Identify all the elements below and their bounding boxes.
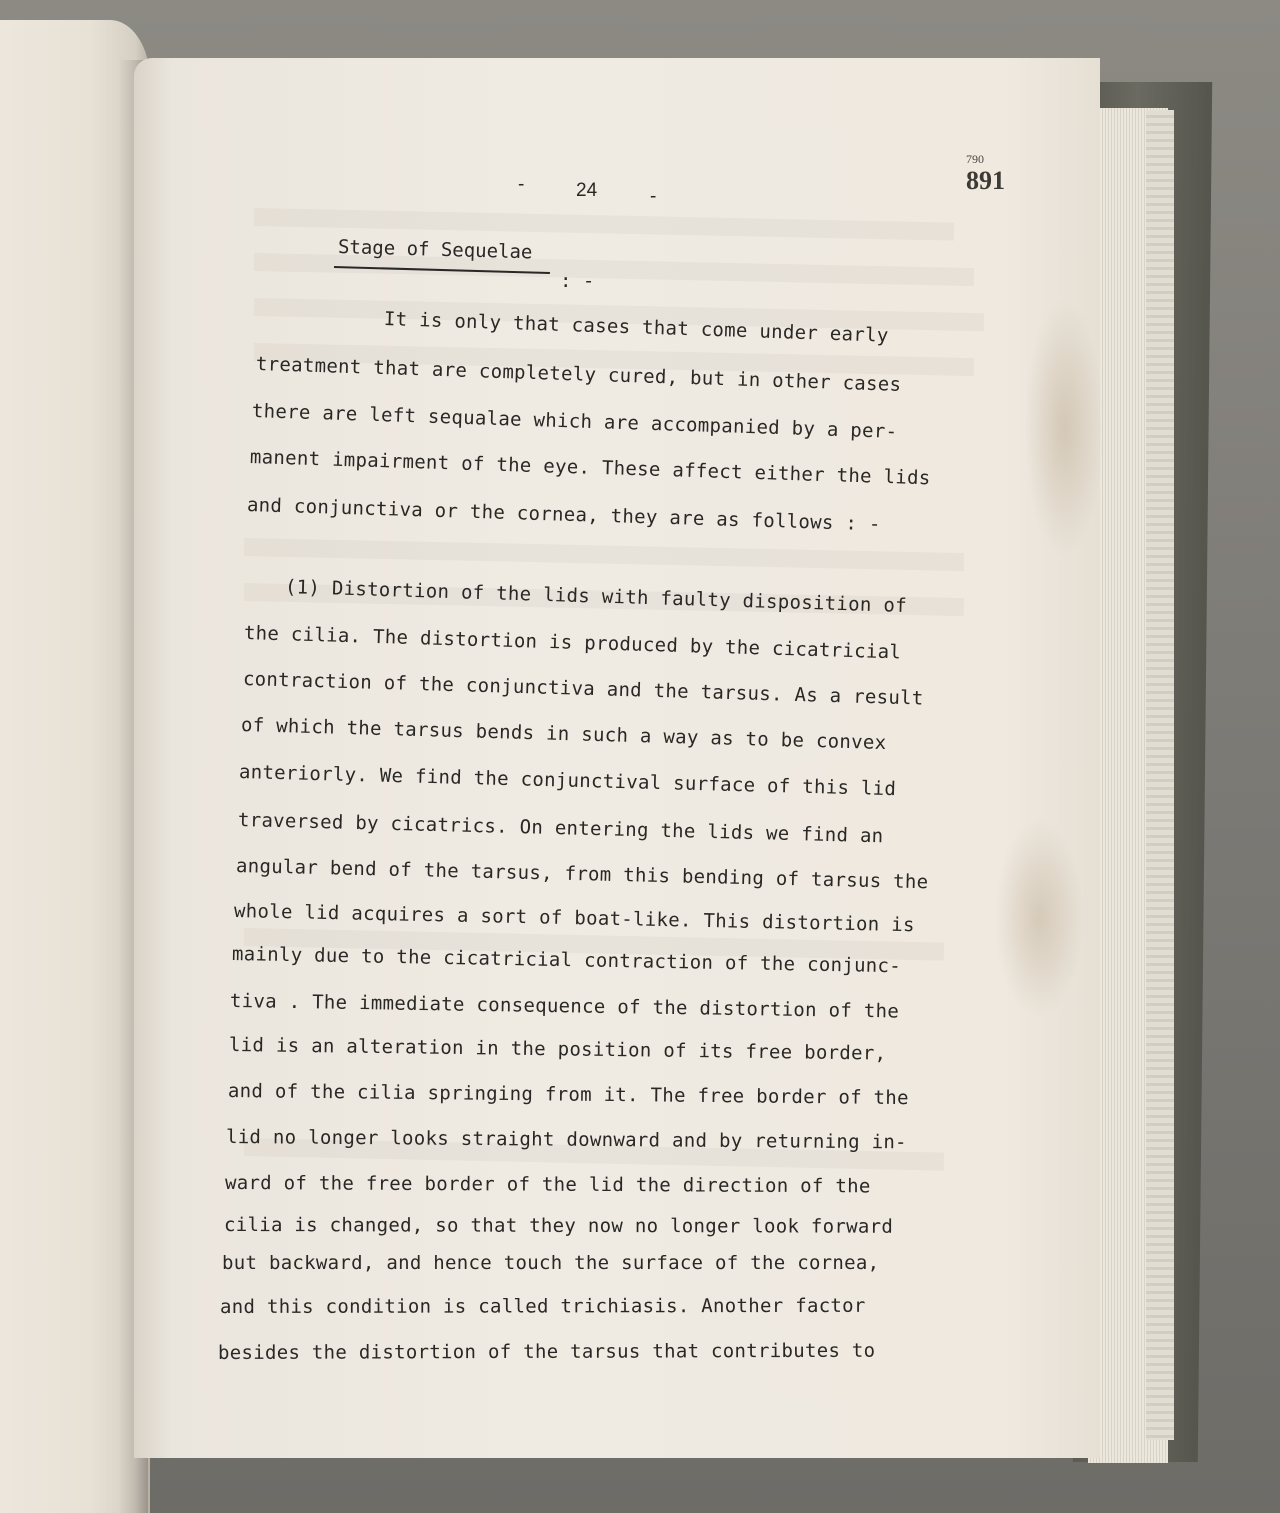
body-line: and this condition is called trichiasis. Another factor (219, 1294, 866, 1318)
body-line: ward of the free border of the lid the direction of the (224, 1172, 871, 1198)
folio-number: 891 (966, 166, 1005, 195)
paper-stain (994, 818, 1084, 1018)
body-line: lid is an alteration in the position of its free border, (228, 1034, 887, 1065)
body-line: whole lid acquires a sort of boat-like. This distortion is (233, 900, 915, 937)
body-line: angular bend of the tarsus, from this bending of tarsus the (235, 855, 929, 894)
show-through-text (244, 538, 964, 571)
body-line: and of the cilia springing from it. The free border of the (227, 1080, 909, 1110)
body-line: but backward, and hence touch the surface of the cornea, (222, 1252, 880, 1274)
body-line: cilia is changed, so that they now no longer look forward (223, 1214, 894, 1238)
body-line: there are left sequalae which are accompanied by a per- (251, 400, 898, 443)
body-line: traversed by cicatrics. On entering the lids we find an (237, 809, 884, 848)
body-line: It is only that cases that come under early (383, 308, 889, 347)
body-line: the cilia. The distortion is produced by the cicatricial (243, 622, 902, 664)
body-line: anteriorly. We find the conjunctival surface of this lid (238, 761, 897, 801)
body-line: lid no longer looks straight downward and by returning in- (225, 1126, 907, 1154)
body-line: besides the distortion of the tarsus that contributes to (217, 1339, 876, 1364)
paper-stain (1024, 298, 1104, 558)
header-dash-right: - (650, 186, 657, 207)
section-heading-suffix: : - (560, 270, 595, 292)
body-line: manent impairment of the eye. These affect either the lids (249, 446, 931, 490)
marbled-endpaper-edge (1146, 110, 1174, 1440)
page-number: 24 (576, 180, 598, 201)
body-line: (1) Distortion of the lids with faulty disposition of (284, 576, 908, 617)
body-line: tiva . The immediate consequence of the distortion of the (229, 990, 900, 1023)
folio-old-number: 790 (966, 152, 984, 166)
typed-page (134, 58, 1100, 1458)
body-line: and conjunctiva or the cornea, they are as follows : - (246, 494, 881, 536)
section-heading: Stage of Sequelae (337, 236, 533, 264)
body-line: treatment that are completely cured, but in other cases (255, 353, 902, 396)
body-line: contraction of the conjunctiva and the tarsus. As a result (242, 668, 924, 710)
body-line: mainly due to the cicatricial contraction of the conjunc- (231, 943, 902, 978)
header-dash-left: - (518, 174, 525, 195)
body-line: of which the tarsus bends in such a way as to be convex (240, 714, 887, 755)
